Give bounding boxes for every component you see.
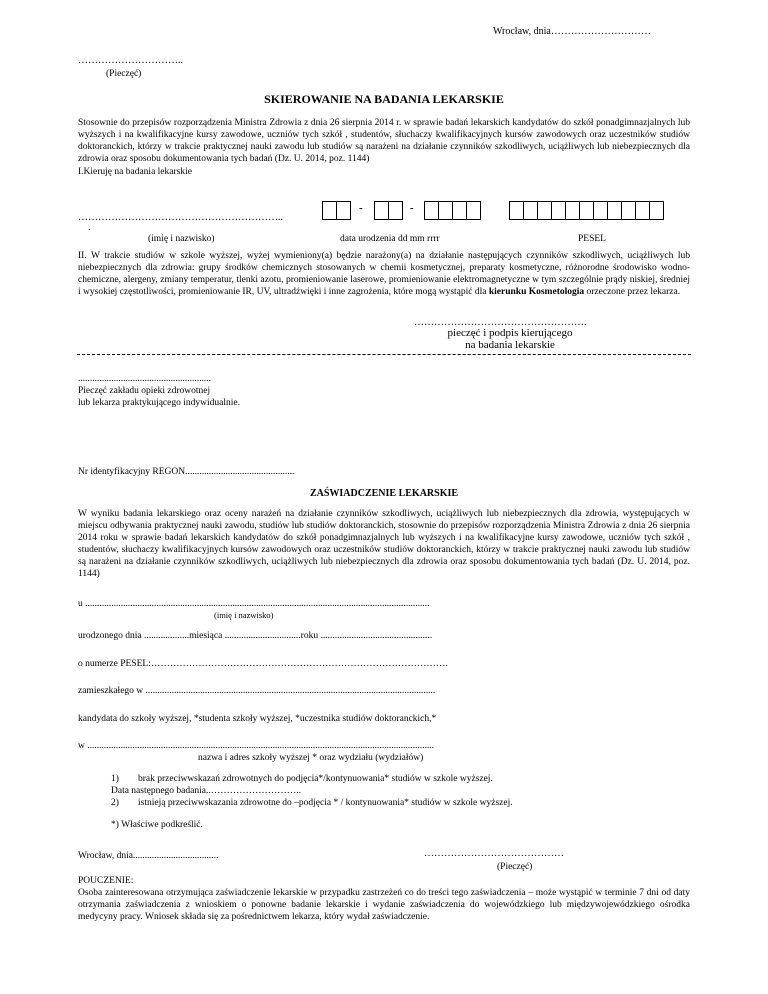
dob-month-boxes[interactable] xyxy=(374,201,402,220)
certificate-title: ZAŚWIADCZENIE LEKARSKIE xyxy=(309,488,459,499)
pesel-digit[interactable] xyxy=(649,201,664,220)
cut-line xyxy=(77,354,691,355)
pesel-line: o numerze PESEL:…………………………………………………………………………………. xyxy=(78,659,448,669)
pesel-digit[interactable] xyxy=(579,201,594,220)
u-line: u ................................................................................................................................................. xyxy=(78,599,430,609)
dob-day-2[interactable] xyxy=(336,201,351,220)
cert-stamp-label-2: lub lekarza praktykującego indywidualnie. xyxy=(78,398,240,408)
w-label: nazwa i adres szkoły wyższej * oraz wydziału (wydziałów) xyxy=(198,753,424,763)
section2-bold: kierunku Kosmetologia xyxy=(488,287,585,297)
candidate-line: kandydata do szkoły wyższej, *studenta szkoły wyższej, *uczestnika studiów doktoranckich,* xyxy=(78,714,437,724)
referral-intro: Stosownie do przepisów rozporządzenia Ministra Zdrowia z dnia 26 sierpnia 2014 r. w sprawie badań lekarskich kandydatów do szkół ponadgimnazjalnych lub wyższych i na kwalifikacyjne kursy zawodowe, uczniów tych szkół , studentów, słuchaczy kwalifikacyjnych kursów zawodowych oraz uczestników studiów doktoranckich, którzy w trakcie praktycznej nauki zawodu lub studiów są narażeni na działanie czynników szkodliwych, uciążliwych lub niebezpiecznych dla zdrowia oraz sposobu dokumentowania tych badań (Dz. U. 2014, poz. 1144) xyxy=(78,118,690,164)
dob-day-boxes[interactable] xyxy=(322,201,350,220)
pesel-digit[interactable] xyxy=(635,201,650,220)
pesel-digit[interactable] xyxy=(621,201,636,220)
cert-place-date: Wrocław, dnia.................................... xyxy=(78,851,219,861)
dob-day-1[interactable] xyxy=(322,201,337,220)
pesel-digit[interactable] xyxy=(537,201,552,220)
sign-label-2: na badania lekarskie xyxy=(465,339,555,351)
dob-month-2[interactable] xyxy=(388,201,403,220)
dob-year-1[interactable] xyxy=(424,201,439,220)
pesel-digit[interactable] xyxy=(607,201,622,220)
regon-line: Nr identyfikacyjny REGON.............................................. xyxy=(78,467,295,477)
stamp-dots: ………………………….. xyxy=(78,55,183,66)
notice-title: POUCZENIE: xyxy=(78,876,134,886)
referral-direct: I.Kieruję na badania lekarskie xyxy=(78,167,192,177)
dob-year-boxes[interactable] xyxy=(424,201,480,220)
section2-text xyxy=(78,250,690,298)
certificate-body: W wyniku badania lekarskiego oraz oceny narażeń na działanie czynników szkodliwych, uciążliwych lub niebezpiecznych dla zdrowia, występujących w miejscu odbywania praktycznej nauki zawodu, studiów lub studiów doktoranckich, stosownie do przepisów rozporządzenia Ministra Zdrowia z dnia 26 sierpnia 2014 roku w sprawie badań lekarskich kandydatów do szkół ponadgimnazjalnych lub wyższych i na kwalifikacyjne kursy zawodowe, uczniów tych szkół , studentów, słuchaczy kwalifikacyjnych kursów zawodowych oraz uczestników studiów doktoranckich, którzy w trakcie praktycznej nauki zawodu lub studiów są narażeni na działanie czynników szkodliwych, uciążliwych lub niebezpiecznych dla zdrowia oraz sposobu dokumentowania tych badań (Dz. U. 2014, poz. 1144) xyxy=(78,509,690,579)
dob-month-1[interactable] xyxy=(374,201,389,220)
name-dots: …………………………………………………….. xyxy=(78,212,283,223)
cert-stamp-label-1: Pieczęć zakładu opieki zdrowotnej xyxy=(78,386,211,396)
dob-year-3[interactable] xyxy=(452,201,467,220)
next-exam-line: Data następnego badania..……………………….. xyxy=(111,786,301,796)
option-1-text: brak przeciwwskazań zdrowotnych do podjęcia*/kontynuowania* studiów w szkole wyższej. xyxy=(138,774,493,784)
sign-label-1: pieczęć i podpis kierującego xyxy=(447,327,573,339)
w-line: w .................................................................................................................................................. xyxy=(78,741,434,751)
dob-sep-1: - xyxy=(359,202,363,214)
cert-stamp2-label: (Pieczęć) xyxy=(497,862,533,872)
dob-sep-2: - xyxy=(410,202,414,214)
u-label: (imię i nazwisko) xyxy=(214,610,274,620)
cert-stamp-dots: ........................................................ xyxy=(78,374,211,384)
section2-pre: II. W trakcie studiów w szkole wyższej, wyżej wymieniony(a) będzie narażony(a) na działanie następujących czynników szkodliwych, uciążliwych lub niebezpiecznych dla zdrowia: grupy środków chemicznych stosowanych w chemii kosmetycznej, preparaty kosmetyczne, różnorodne środowisko wodno-chemiczne, alergeny, zmiany temperatur, tlenki azotu, promieniowanie laserowe, promieniowanie elektromagnetyczne w tym szczególnie prądy niskiej, średniej i wysokiej częstotliwości, promieniowanie IR, UV, ultradźwięki i inne zagrożenia, które mogą wystąpić dla xyxy=(78,251,690,297)
sign-dots: ……………………………………………. xyxy=(414,317,587,328)
footnote: *) Właściwe podkreślić. xyxy=(111,820,203,830)
cert-stamp2-dots: …………………………………… xyxy=(424,848,564,859)
pesel-boxes[interactable] xyxy=(509,201,663,220)
address-line: zamieszkałego w .......................................................................................................................... xyxy=(78,686,436,696)
stamp-label: (Pieczęć) xyxy=(106,69,142,79)
name-label: (imię i nazwisko) xyxy=(148,234,215,244)
pesel-digit[interactable] xyxy=(509,201,524,220)
pesel-digit[interactable] xyxy=(551,201,566,220)
dob-year-2[interactable] xyxy=(438,201,453,220)
option-2-number: 2) xyxy=(111,798,119,808)
pesel-digit[interactable] xyxy=(593,201,608,220)
referral-title: SKIEROWANIE NA BADANIA LEKARSKIE xyxy=(264,92,504,106)
pesel-digit[interactable] xyxy=(523,201,538,220)
pesel-digit[interactable] xyxy=(565,201,580,220)
notice-text: Osoba zainteresowana otrzymująca zaświadczenie lekarskie w przypadku zastrzeżeń co do treści tego zaświadczenia – może wystąpić w terminie 7 dni od daty otrzymania zaświadczenia z wnioskiem o ponowne badanie lekarskie i wydanie zaświadczenia do wojewódzkiego lub międzywojewódzkiego ośrodka medycyny pracy. Wniosek składa się za pośrednictwem lekarza, który wydał zaświadczenie. xyxy=(78,888,690,922)
pesel-label: PESEL xyxy=(578,234,606,244)
born-line: urodzonego dnia ...................miesiąca ................................roku ............................................... xyxy=(78,631,433,641)
dob-year-4[interactable] xyxy=(466,201,481,220)
dob-label: data urodzenia dd mm rrrr xyxy=(340,234,440,244)
option-1-number: 1) xyxy=(111,774,119,784)
section2-post: orzeczone przez lekarza. xyxy=(584,287,681,297)
option-2-text: istnieją przeciwwskazania zdrowotne do –podjęcia * / kontynuowania* studiów w szkole wyższej. xyxy=(138,798,513,808)
place-date-header: Wrocław, dnia………………………… xyxy=(493,26,651,37)
name-dot2: . xyxy=(88,222,91,233)
